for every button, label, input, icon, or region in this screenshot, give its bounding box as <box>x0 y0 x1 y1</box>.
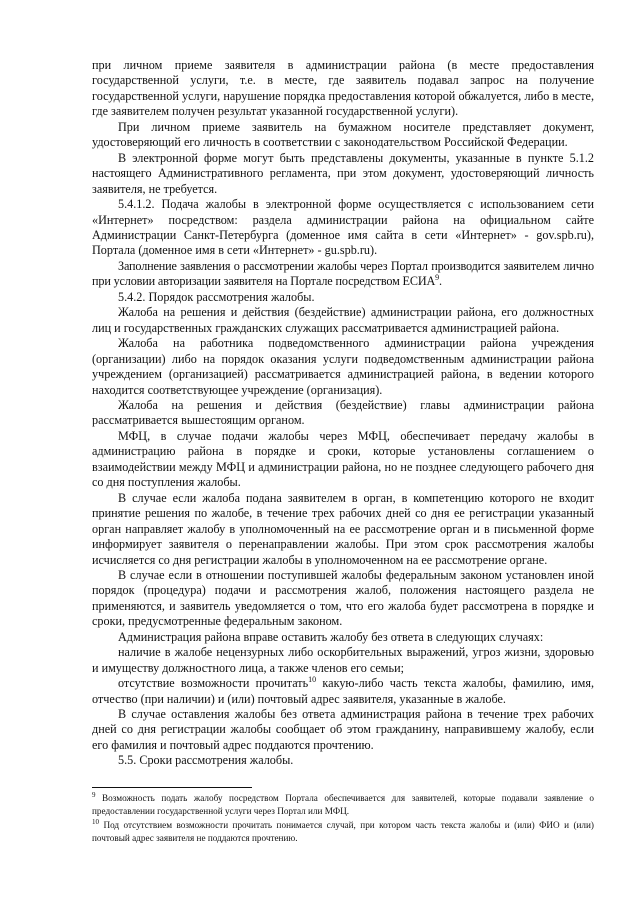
footnote <box>92 792 594 817</box>
footnote-mark: 9 <box>92 790 96 799</box>
paragraph: Жалоба на работника подведомственного администрации района учреждения (организации) либо на порядок оказания услуги подведомственным администрации района учреждением (организацией) рассматривается администрацией района, в ведении которого находится соответствующее учреждение (организация). <box>92 336 594 397</box>
paragraph: В случае оставления жалобы без ответа администрация района в течение трех рабочих дней со дня регистрации жалобы сообщает об этом гражданину, направившему жалобу, если его фамилия и почтовый адрес поддаются прочтению. <box>92 707 594 752</box>
footnote-text: Возможность подать жалобу посредством Портала обеспечивается для заявителей, которые подавали заявление о предоставлении государственной услуги через Портал или МФЦ. <box>92 793 594 816</box>
document-body <box>92 58 594 769</box>
footnote-ref: 10 <box>308 675 317 685</box>
paragraph: Администрация района вправе оставить жалобу без ответа в следующих случаях: <box>118 629 544 644</box>
paragraph-text: Заполнение заявления о рассмотрении жалобы через Портал производится заявителем лично при условии авторизации заявителя на Портале посредством ЕСИА <box>92 258 594 289</box>
footnotes <box>92 792 594 846</box>
section-heading: 5.4.2. Порядок рассмотрения жалобы. <box>118 289 315 304</box>
list-item: наличие в жалобе нецензурных либо оскорбительных выражений, угроз жизни, здоровью и имуществу должностного лица, а также членов его семьи; <box>92 645 594 675</box>
paragraph: В случае если жалоба подана заявителем в орган, в компетенцию которого не входит принятие решения по жалобе, в течение трех рабочих дней со дня ее регистрации указанный орган направляет жалобу в уполномоченный на ее рассмотрение орган и в письменной форме информирует заявителя о перенаправлении жалобы. При этом срок рассмотрения жалобы исчисляется со дня регистрации жалобы в уполномоченном на ее рассмотрение органе. <box>92 490 594 567</box>
paragraph: Заполнение заявления о рассмотрении жалобы через Портал производится заявителем лично при условии авторизации заявителя на Портале посредством ЕСИА$^9$. <box>92 258 594 289</box>
paragraph: МФЦ, в случае подачи жалобы через МФЦ, обеспечивает передачу жалобы в администрацию района в порядке и сроки, которые установлены соглашением о взаимодействии между МФЦ и администрации района, но не позднее следующего рабочего дня со дня поступления жалобы. <box>92 428 594 490</box>
paragraph: При личном приеме заявитель на бумажном носителе представляет документ, удостоверяющий его личность в соответствии с законодательством Российской Федерации. <box>92 119 594 150</box>
footnote-divider <box>92 787 252 788</box>
footnote-text: Под отсутствием возможности прочитать понимается случай, при котором часть текста жалобы и (или) ФИО и (или) почтовый адрес заявителя не поддаются прочтению. <box>92 820 594 843</box>
paragraph: 5.4.1.2. Подача жалобы в электронной форме осуществляется с использованием сети «Интернет» посредством: раздела администрации района на официальном сайте Администрации Санкт-Петербурга (доменное имя сайта в сети «Интернет» - gov.spb.ru), Портала (доменное имя в сети «Интернет» - gu.spb.ru). <box>92 197 594 258</box>
paragraph-text: отсутствие возможности прочитать <box>118 676 309 691</box>
footnote <box>92 819 594 844</box>
footnote-mark: 10 <box>92 817 99 826</box>
paragraph: при личном приеме заявителя в администрации района (в месте предоставления государственной услуги, т.е. в месте, где заявитель подавал запрос на получение государственной услуги, нарушение порядка предоставления которой обжалуется, либо в месте, где заявителем получен результат указанной государственной услуги). <box>92 58 594 119</box>
paragraph: Жалоба на решения и действия (бездействие) администрации района, его должностных лиц и государственных гражданских служащих рассматривается администрацией района. <box>92 305 594 335</box>
section-heading: 5.5. Сроки рассмотрения жалобы. <box>118 753 294 768</box>
list-item <box>92 676 594 707</box>
paragraph: В случае если в отношении поступившей жалобы федеральным законом установлен иной порядок (процедура) подачи и рассмотрения жалоб, положения настоящего раздела не применяются, и заявитель уведомляется о том, что его жалоба будет рассмотрена в порядке и сроки, предусмотренные федеральным законом. <box>92 567 594 629</box>
paragraph: Жалоба на решения и действия (бездействие) главы администрации района рассматривается вышестоящим органом. <box>92 397 594 428</box>
footnote-ref: 9 <box>435 273 439 283</box>
paragraph-text: какую-либо часть текста жалобы, фамилию, имя, отчество (при наличии) и (или) почтовый адрес заявителя, указанные в жалобе. <box>92 676 594 706</box>
paragraph: В электронной форме могут быть представлены документы, указанные в пункте 5.1.2 настоящего Административного регламента, при этом документ, удостоверяющий личность заявителя, не требуется. <box>92 150 594 196</box>
